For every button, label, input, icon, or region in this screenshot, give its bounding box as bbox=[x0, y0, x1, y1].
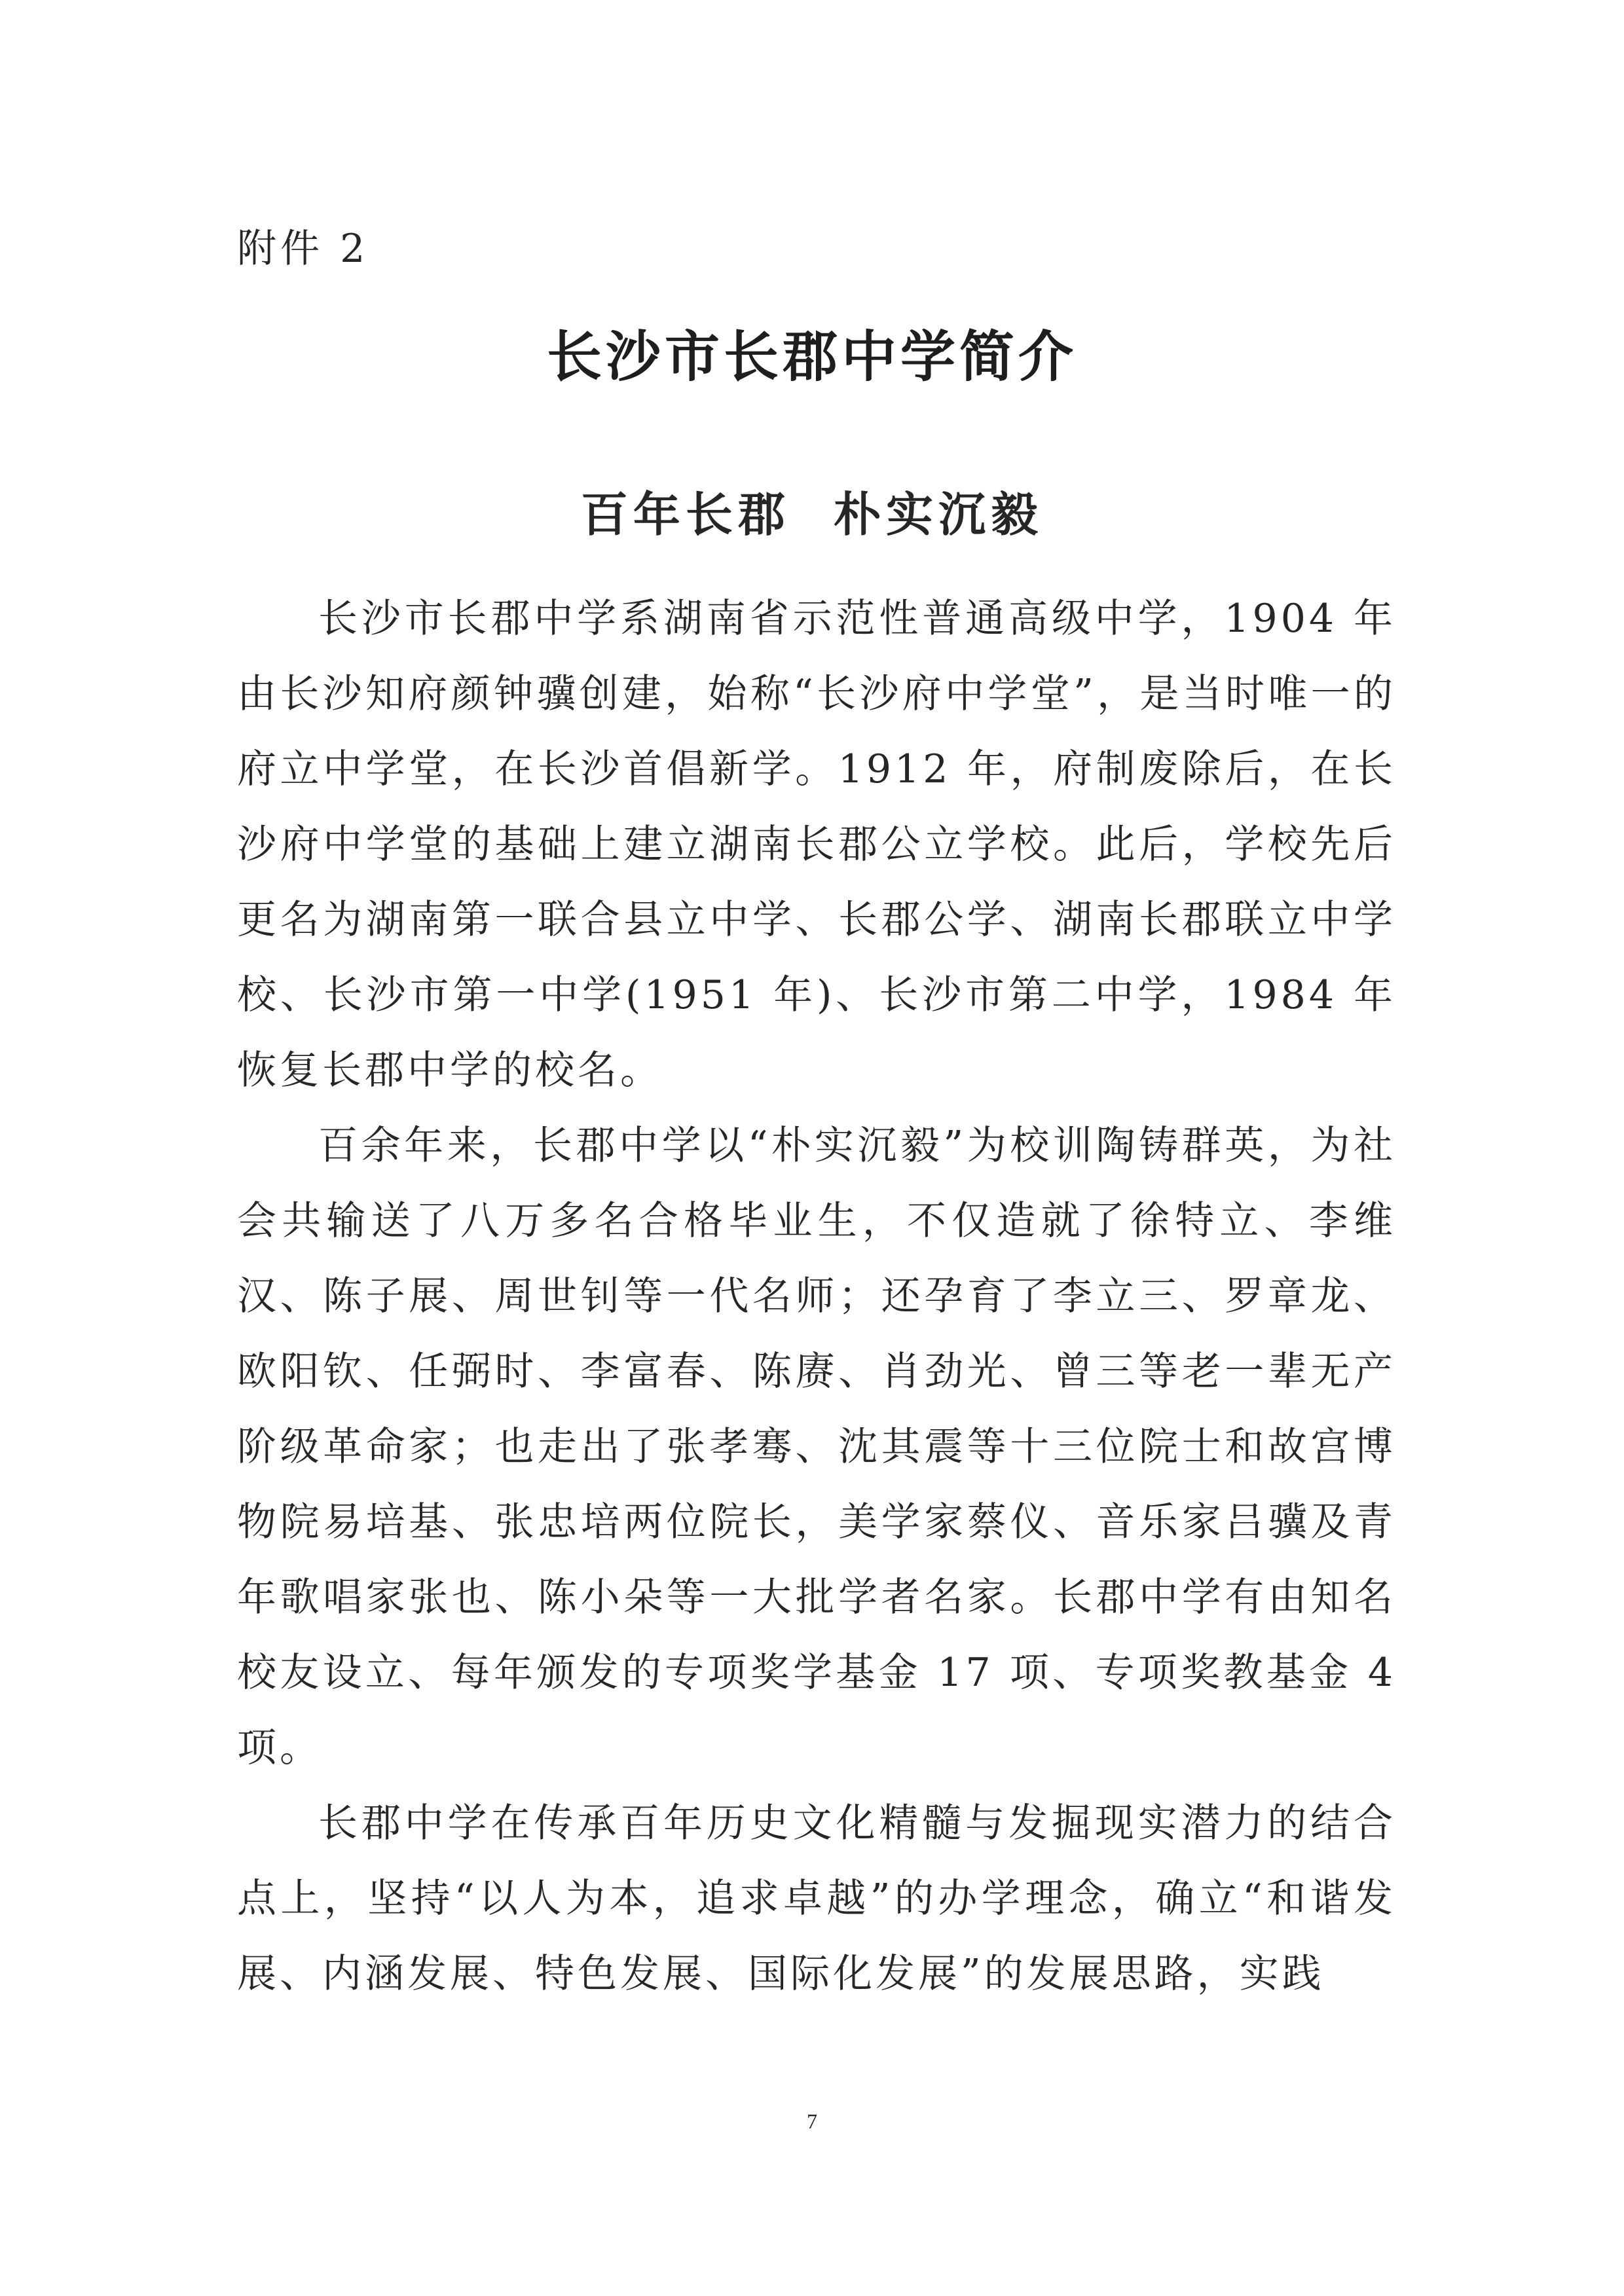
body-paragraph-history: 长沙市长郡中学系湖南省示范性普通高级中学，1904 年由长沙知府颜钟骥创建，始称“长沙府中学堂”，是当时唯一的府立中学堂，在长沙首倡新学。1912 年，府制废除后，在长沙府中学堂的基础上建立湖南长郡公立学校。此后，学校先后更名为湖南第一联合县立中学、长郡公学、湖南长郡联立中学校、长沙市第一中学(1951 年)、长沙市第二中学，1984 年恢复长郡中学的校名。 bbox=[237, 596, 1396, 1093]
document-subtitle: 百年长郡 朴实沉毅 bbox=[580, 486, 1044, 542]
document-body bbox=[237, 581, 1396, 2012]
body-paragraph-philosophy: 长郡中学在传承百年历史文化精髓与发掘现实潜力的结合点上，坚持“以人为本，追求卓越”的办学理念，确立“和谐发展、内涵发展、特色发展、国际化发展”的发展思路，实践 bbox=[237, 1800, 1396, 1997]
document-title: 长沙市长郡中学简介 bbox=[546, 324, 1077, 389]
body-paragraph-alumni: 百余年来，长郡中学以“朴实沉毅”为校训陶铸群英，为社会共输送了八万多名合格毕业生，不仅造就了徐特立、李维汉、陈子展、周世钊等一代名师；还孕育了李立三、罗章龙、欧阳钦、任弼时、李富春、陈赓、肖劲光、曾三等老一辈无产阶级革命家；也走出了张孝骞、沈其震等十三位院士和故宫博物院易培基、张忠培两位院长，美学家蔡仪、音乐家吕骥及青年歌唱家张也、陈小朵等一大批学者名家。长郡中学有由知名校友设立、每年颁发的专项奖学基金 17 项、专项奖教基金 4 项。 bbox=[237, 1123, 1396, 1771]
page-number: 7 bbox=[807, 2109, 817, 2133]
attachment-label: 附件 2 bbox=[237, 226, 369, 272]
